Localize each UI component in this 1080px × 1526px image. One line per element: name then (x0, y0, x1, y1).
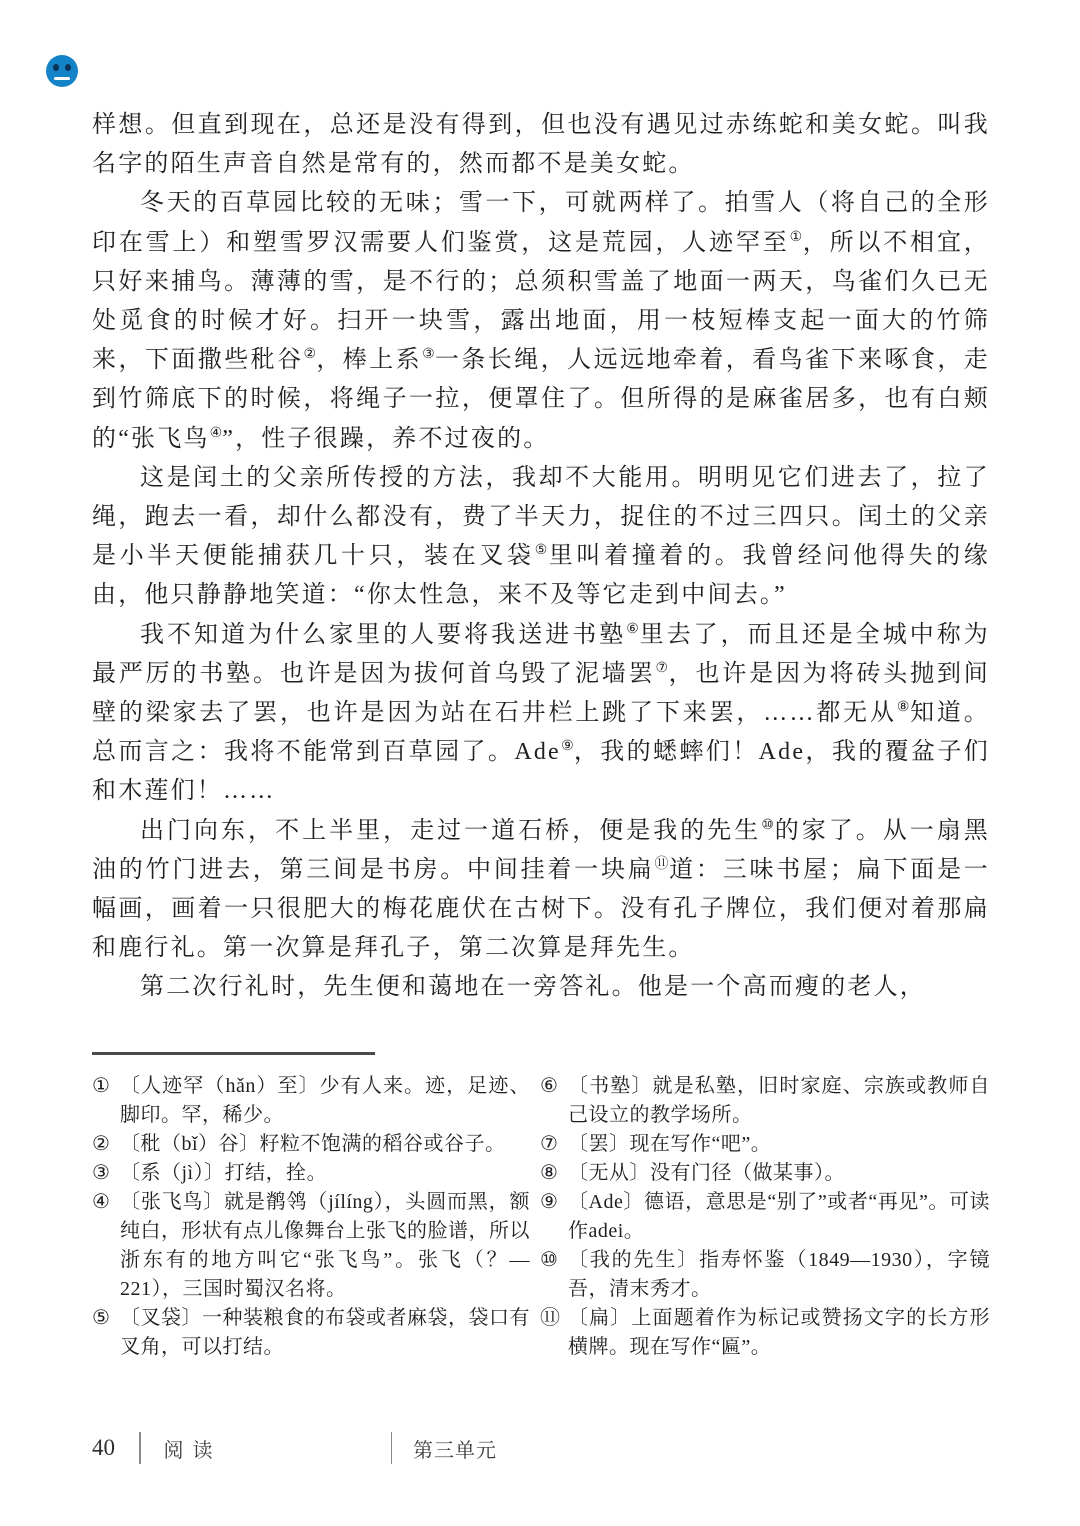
footnote-item (92, 1130, 530, 1159)
footnote-item (92, 1072, 530, 1130)
smiley-mouth (54, 77, 70, 80)
smiley-face-icon (46, 55, 78, 87)
footnote-marker: ② (92, 1133, 110, 1155)
footnote-item (92, 1188, 530, 1304)
footnote-text: 〔扁〕上面题着作为标记或赞扬文字的长方形横牌。现在写作“匾”。 (568, 1307, 990, 1358)
footnote-item (540, 1072, 990, 1130)
footnote-marker: ④ (92, 1191, 110, 1213)
footnote-marker: ⑨ (540, 1191, 558, 1213)
footnote-marker: ⑦ (540, 1133, 558, 1155)
footnote-marker: ⑩ (540, 1249, 558, 1271)
footer-section-label: 阅 读 (163, 1439, 215, 1462)
footnote-item (540, 1130, 990, 1159)
footnote-ref: ⑨ (560, 739, 574, 755)
footnotes-section (92, 1072, 990, 1362)
footnote-marker: ⑧ (540, 1162, 558, 1184)
footnote-marker: ① (92, 1075, 110, 1097)
footer-divider-bar (139, 1432, 141, 1464)
footnote-marker: ③ (92, 1162, 110, 1184)
footnote-divider (92, 1052, 375, 1055)
footer-unit-label: 第三单元 (413, 1439, 497, 1462)
footnote-item (540, 1304, 990, 1362)
footnote-ref: ⑧ (896, 700, 911, 716)
footnote-marker: ⑤ (92, 1307, 110, 1329)
footnote-ref: ⑩ (761, 817, 775, 833)
footnotes-left-column (92, 1072, 530, 1362)
footnote-ref: ③ (422, 347, 435, 363)
footer-divider-bar (391, 1432, 393, 1464)
page-footer (92, 1430, 497, 1466)
paragraph: 样想。但直到现在，总还是没有得到，但也没有遇见过赤练蛇和美女蛇。叫我名字的陌生声音自然是常有的，然而都不是美女蛇。 (92, 112, 990, 178)
footnote-ref: ④ (209, 425, 223, 441)
smiley-right-eye (65, 64, 71, 71)
footnote-text: 〔Ade〕德语，意思是“别了”或者“再见”。可读作adei。 (568, 1191, 990, 1242)
footnote-text: 〔我的先生〕指寿怀鉴（1849—1930），字镜吾，清末秀才。 (568, 1249, 990, 1300)
paragraph: 冬天的百草园比较的无味；雪一下，可就两样了。拍雪人（将自己的全形印在雪上）和塑雪罗汉需要人们鉴赏，这是荒园，人迹罕至①，所以不相宜，只好来捕鸟。薄薄的雪，是不行的；总须积雪盖了地面一两天，鸟雀们久已无处觅食的时候才好。扫开一块雪，露出地面，用一枝短棒支起一面大的竹筛来，下面撒些秕谷②，棒上系③一条长绳，人远远地牵着，看鸟雀下来啄食，走到竹筛底下的时候，将绳子一拉，便罩住了。但所得的是麻雀居多，也有白颊的“张飞鸟④”，性子很躁，养不过夜的。 (92, 190, 990, 452)
footnote-ref: ⑥ (626, 621, 640, 637)
paragraph: 第二次行礼时，先生便和蔼地在一旁答礼。他是一个高而瘦的老人， (140, 974, 926, 1001)
smiley-left-eye (53, 64, 59, 71)
paragraph: 出门向东，不上半里，走过一道石桥，便是我的先生⑩的家了。从一扇黑油的竹门进去，第三间是书房。中间挂着一块扁⑪道：三味书屋；扁下面是一幅画，画着一只很肥大的梅花鹿伏在古树下。没有孔子牌位，我们便对着那扁和鹿行礼。第一次算是拜孔子，第二次算是拜先生。 (92, 817, 991, 962)
footnote-text: 〔叉袋〕一种装粮食的布袋或者麻袋，袋口有叉角，可以打结。 (120, 1307, 530, 1358)
footnote-text: 〔无从〕没有门径（做某事）。 (568, 1162, 845, 1184)
footnote-text: 〔系（jì）〕打结，拴。 (120, 1162, 328, 1184)
footnote-item (540, 1246, 990, 1304)
footnote-text: 〔秕（bǐ）谷〕籽粒不饱满的稻谷或谷子。 (120, 1133, 506, 1155)
paragraph: 我不知道为什么家里的人要将我送进书塾⑥里去了，而且还是全城中称为最严厉的书塾。也许是因为拔何首乌毁了泥墙罢⑦，也许是因为将砖头抛到间壁的梁家去了罢，也许是因为站在石井栏上跳了下来罢，……都无从⑧知道。总而言之：我将不能常到百草园了。Ade⑨，我的蟋蟀们！Ade，我的覆盆子们和木莲们！…… (92, 621, 990, 805)
page-number: 40 (92, 1435, 115, 1460)
footnote-text: 〔书塾〕就是私塾，旧时家庭、宗族或教师自己设立的教学场所。 (568, 1075, 990, 1126)
footnote-text: 〔张飞鸟〕就是鹡鸰（jílíng），头圆而黑，额纯白，形状有点儿像舞台上张飞的脸谱，所以浙东有的地方叫它“张飞鸟”。张飞（？—221），三国时蜀汉名将。 (120, 1191, 530, 1300)
footnote-text: 〔罢〕现在写作“吧”。 (568, 1133, 772, 1155)
paragraph: 这是闰土的父亲所传授的方法，我却不大能用。明明见它们进去了，拉了绳，跑去一看，却什么都没有，费了半天力，捉住的不过三四只。闰土的父亲是小半天便能捕获几十只，装在叉袋⑤里叫着撞着的。我曾经问他得失的缘由，他只静静地笑道：“你太性急，来不及等它走到中间去。” (92, 464, 990, 609)
footnote-ref: ② (303, 347, 317, 363)
footnote-marker: ⑪ (540, 1307, 560, 1329)
footnote-item (540, 1159, 990, 1188)
footnote-ref: ⑪ (654, 856, 670, 872)
main-text (92, 106, 990, 1008)
footnote-item (92, 1304, 530, 1362)
footnote-marker: ⑥ (540, 1075, 558, 1097)
footnote-ref: ① (789, 229, 803, 245)
footnote-text: 〔人迹罕（hǎn）至〕少有人来。迹，足迹、脚印。罕，稀少。 (120, 1075, 530, 1126)
footnote-ref: ⑤ (534, 543, 549, 559)
footnote-item (92, 1159, 530, 1188)
footnote-ref: ⑦ (655, 660, 669, 676)
footnotes-right-column (540, 1072, 990, 1362)
footnote-item (540, 1188, 990, 1246)
